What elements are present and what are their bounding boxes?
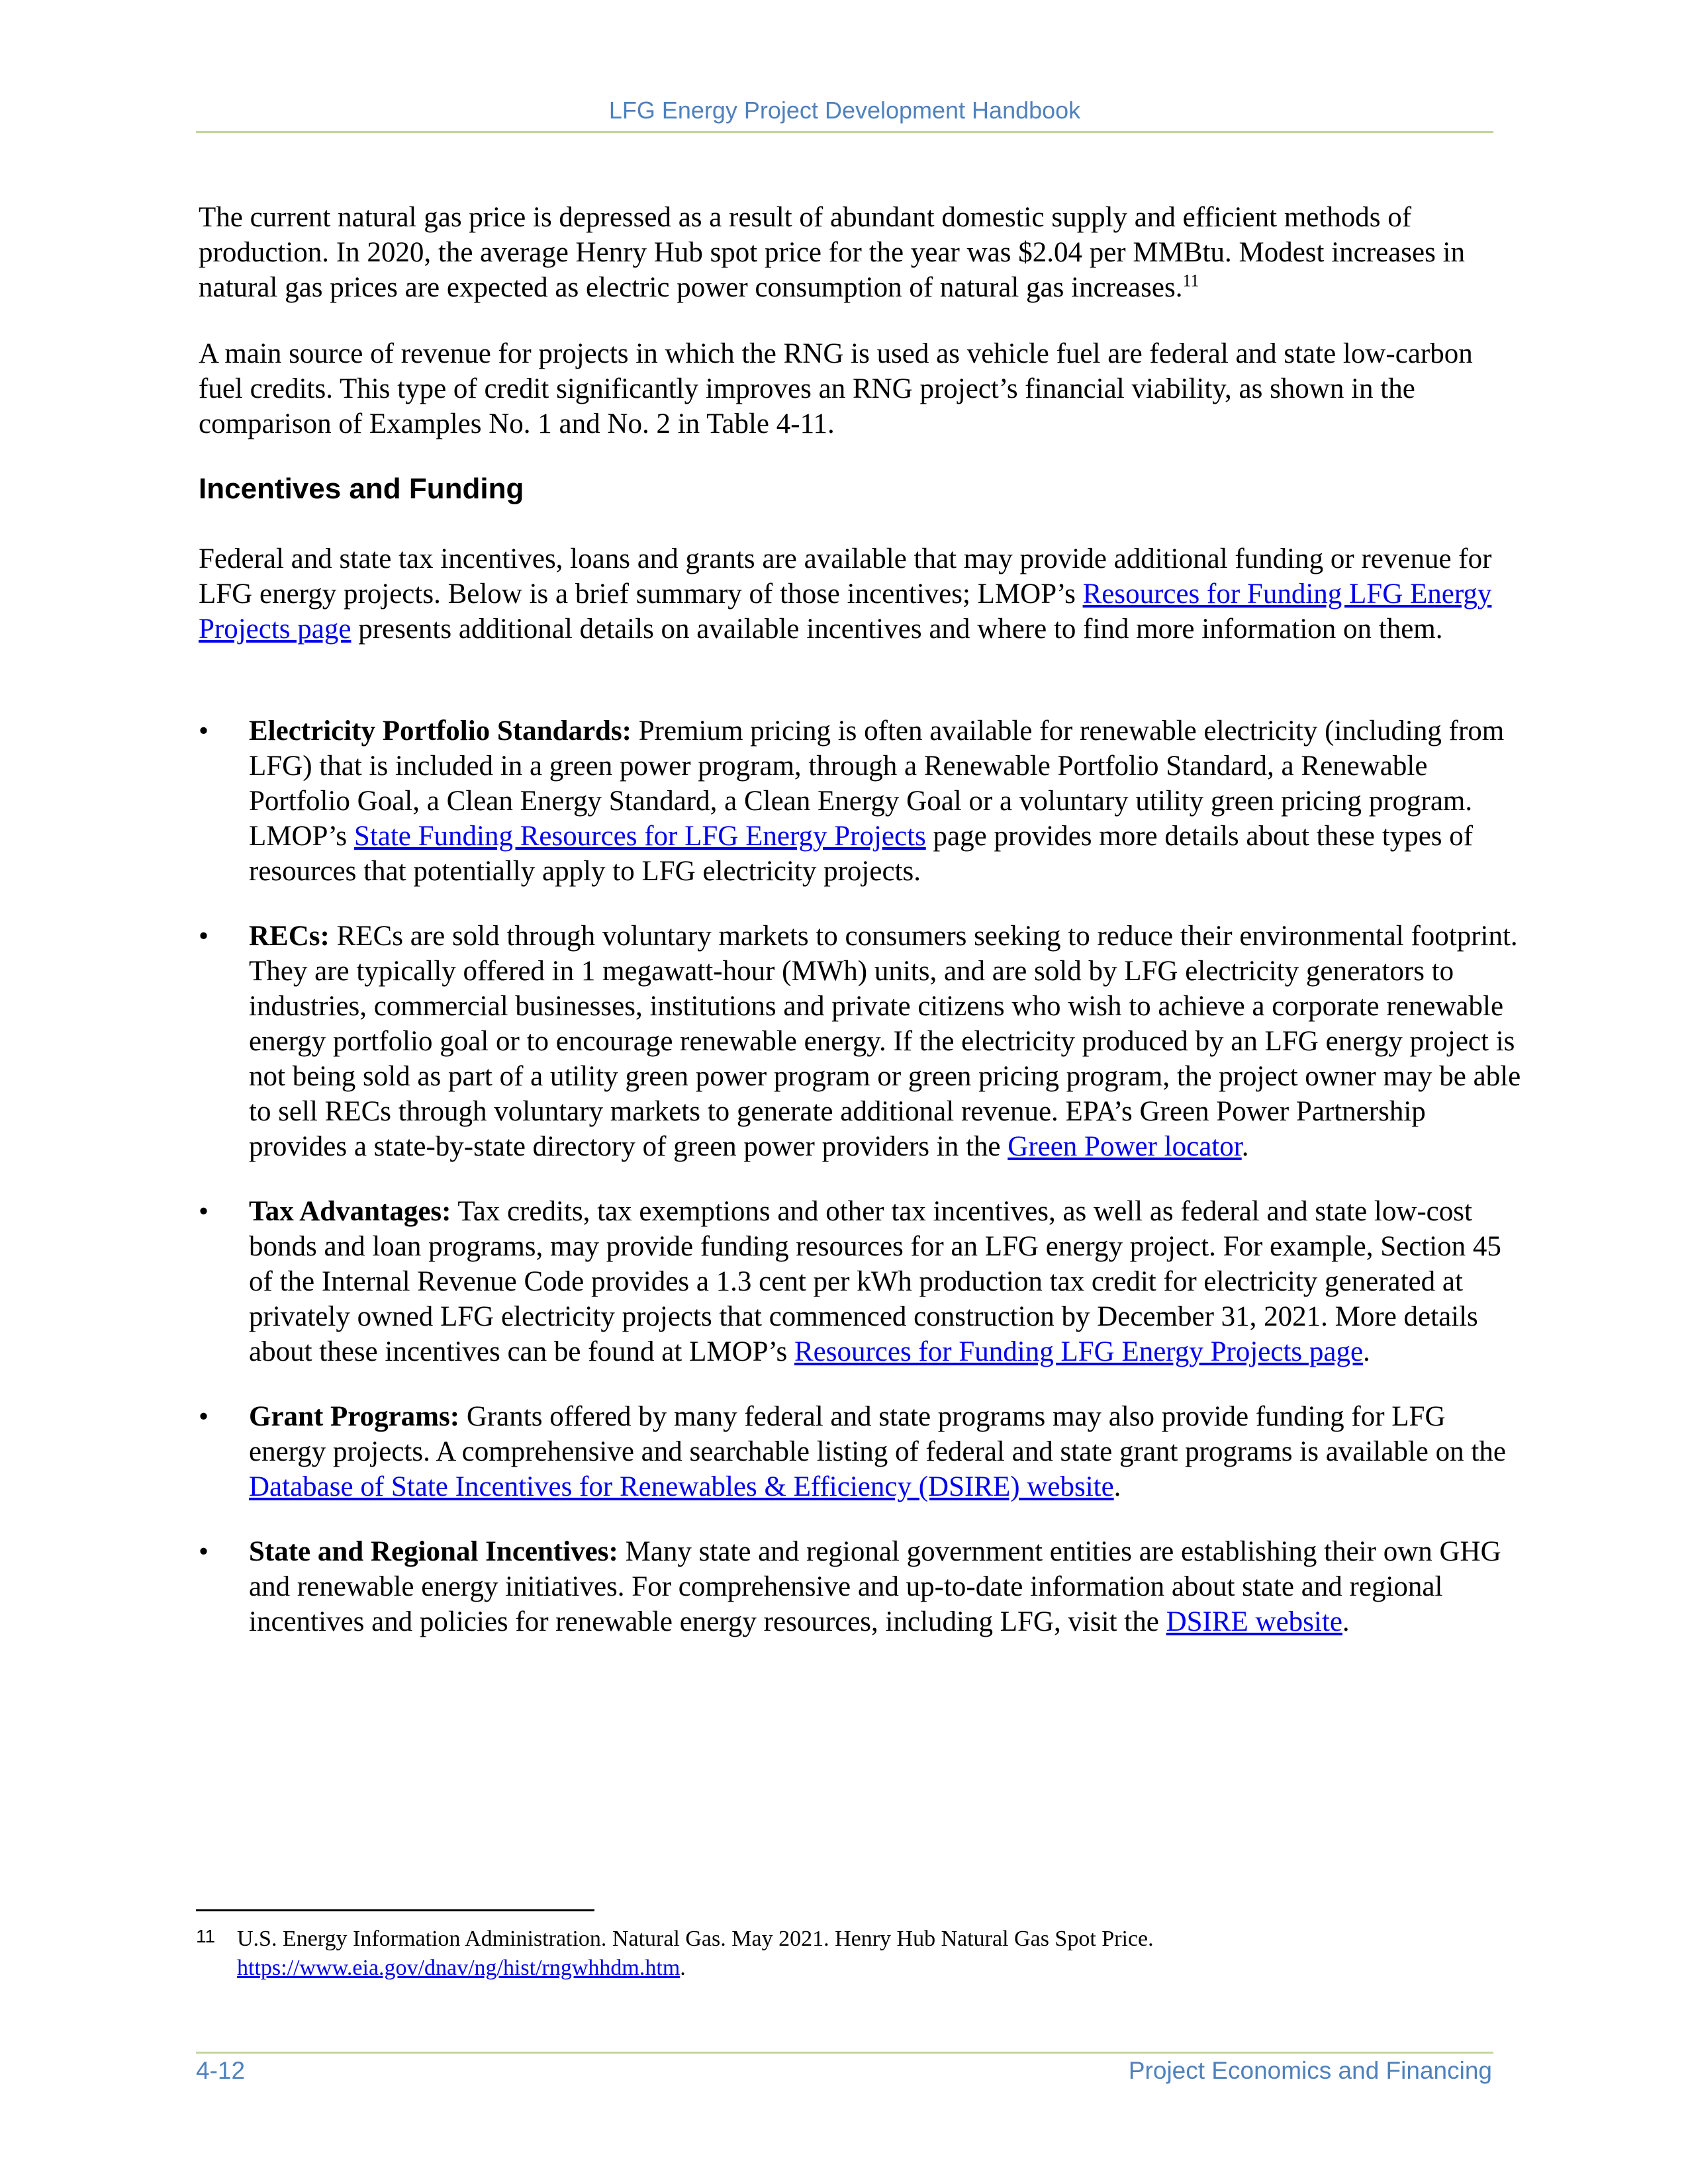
bullet-icon: •	[199, 715, 209, 747]
list-item-text: Premium pricing is often available for renewable electricity (including from LFG) that is included in a green power program, through a Renewable Portfolio Standard, a Renewable Portfolio Goal, a Clean Energy Standard, a Clean Energy Goal or a voluntary utility green pricing program. LMOP’s	[249, 715, 1505, 852]
dsire-database-link[interactable]: Database of State Incentives for Renewables & Efficiency (DSIRE) website	[249, 1471, 1114, 1502]
list-item-text: .	[1113, 1471, 1121, 1502]
paragraph-text: Federal and state tax incentives, loans and grants are available that may provide additional funding or revenue for LFG energy projects. Below is a brief summary of those incentives; LMOP’s	[199, 543, 1492, 610]
list-item-grant-programs	[199, 1399, 1523, 1504]
list-item-recs	[199, 919, 1523, 1164]
section-heading: Incentives and Funding	[199, 473, 524, 505]
paragraph-text: presents additional details on available incentives and where to find more information on them.	[351, 614, 1443, 645]
list-item-title: Grant Programs:	[249, 1401, 460, 1432]
footnote	[196, 1925, 1493, 1983]
paragraph-text: The current natural gas price is depressed as a result of abundant domestic supply and efficient methods of production. In 2020, the average Henry Hub spot price for the year was $2.04 per MMBtu. Modest increases in natural gas prices are expected as electric power consumption of natural gas increases.	[199, 202, 1465, 303]
incentives-bullet-list	[199, 713, 1523, 1669]
list-item-text: .	[1241, 1131, 1249, 1162]
list-item-title: RECs:	[249, 921, 330, 952]
green-power-locator-link[interactable]: Green Power locator	[1008, 1131, 1242, 1162]
bullet-icon: •	[199, 1196, 209, 1227]
paragraph-natural-gas-price	[199, 200, 1516, 305]
section-title-footer: Project Economics and Financing	[1128, 2057, 1492, 2084]
list-item-text: Tax credits, tax exemptions and other tax incentives, as well as federal and state low-cost bonds and loan programs, may provide funding resources for an LFG energy project. For example, Section 45 of the Internal Revenue Code provides a 1.3 cent per kWh production tax credit for electricity generated at privately owned LFG electricity projects that commenced construction by December 31, 2021. More details about these incentives can be found at LMOP’s	[249, 1196, 1501, 1367]
funding-resources-link[interactable]: Resources for Funding LFG Energy Projects page	[199, 578, 1492, 645]
list-item-electricity-portfolio-standards	[199, 713, 1523, 889]
page-number: 4-12	[196, 2057, 246, 2084]
list-item-text: Grants offered by many federal and state programs may also provide funding for LFG energy projects. A comprehensive and searchable listing of federal and state grant programs is available on the	[249, 1401, 1506, 1467]
footnote-url-link[interactable]: https://www.eia.gov/dnav/ng/hist/rngwhhdm.htm	[237, 1956, 680, 1980]
paragraph-revenue-source	[199, 336, 1516, 441]
footnote-text: U.S. Energy Information Administration. Natural Gas. May 2021. Henry Hub Natural Gas Spot Price.	[237, 1927, 1154, 1951]
list-item-text: page provides more details about these types of resources that potentially apply to LFG electricity projects.	[249, 821, 1474, 887]
list-item-tax-advantages	[199, 1194, 1523, 1369]
bullet-icon: •	[199, 921, 209, 952]
list-item-text: RECs are sold through voluntary markets to consumers seeking to reduce their environmental footprint. They are typically offered in 1 megawatt-hour (MWh) units, and are sold by LFG electricity generators to industries, commercial businesses, institutions and private citizens who wish to achieve a corporate renewable energy portfolio goal or to encourage renewable energy. If the electricity produced by an LFG energy project is not being sold as part of a utility green power program or green pricing program, the project owner may be able to sell RECs through voluntary markets to generate additional revenue. EPA’s Green Power Partnership provides a state-by-state directory of green power providers in the	[249, 921, 1521, 1162]
bullet-icon: •	[199, 1536, 209, 1567]
list-item-title: Electricity Portfolio Standards:	[249, 715, 632, 747]
list-item-text: Many state and regional government entities are establishing their own GHG and renewable energy initiatives. For comprehensive and up-to-date information about state and regional incentives and policies for renewable energy resources, including LFG, visit the	[249, 1536, 1501, 1637]
footnote-number: 11	[196, 1926, 216, 1946]
list-item-text: .	[1363, 1336, 1370, 1367]
footer-rule	[196, 2052, 1493, 2054]
list-item-text: .	[1342, 1606, 1350, 1637]
paragraph-text: A main source of revenue for projects in which the RNG is used as vehicle fuel are federal and state low-carbon fuel credits. This type of credit significantly improves an RNG project’s financial viability, as shown in the comparison of Examples No. 1 and No. 2 in Table 4-11.	[199, 338, 1473, 439]
bullet-icon: •	[199, 1401, 209, 1432]
dsire-website-link[interactable]: DSIRE website	[1166, 1606, 1342, 1637]
footnote-text: .	[680, 1956, 686, 1980]
list-item-state-regional-incentives	[199, 1534, 1523, 1639]
footnote-separator	[196, 1909, 594, 1911]
paragraph-incentives-intro	[199, 541, 1516, 647]
footnote-reference[interactable]: 11	[1182, 271, 1199, 291]
funding-resources-link-2[interactable]: Resources for Funding LFG Energy Projects page	[794, 1336, 1364, 1367]
running-header: LFG Energy Project Development Handbook	[608, 97, 1081, 124]
state-funding-resources-link[interactable]: State Funding Resources for LFG Energy Projects	[353, 821, 926, 852]
list-item-title: Tax Advantages:	[249, 1196, 451, 1227]
header-rule	[196, 131, 1493, 133]
list-item-title: State and Regional Incentives:	[249, 1536, 618, 1567]
